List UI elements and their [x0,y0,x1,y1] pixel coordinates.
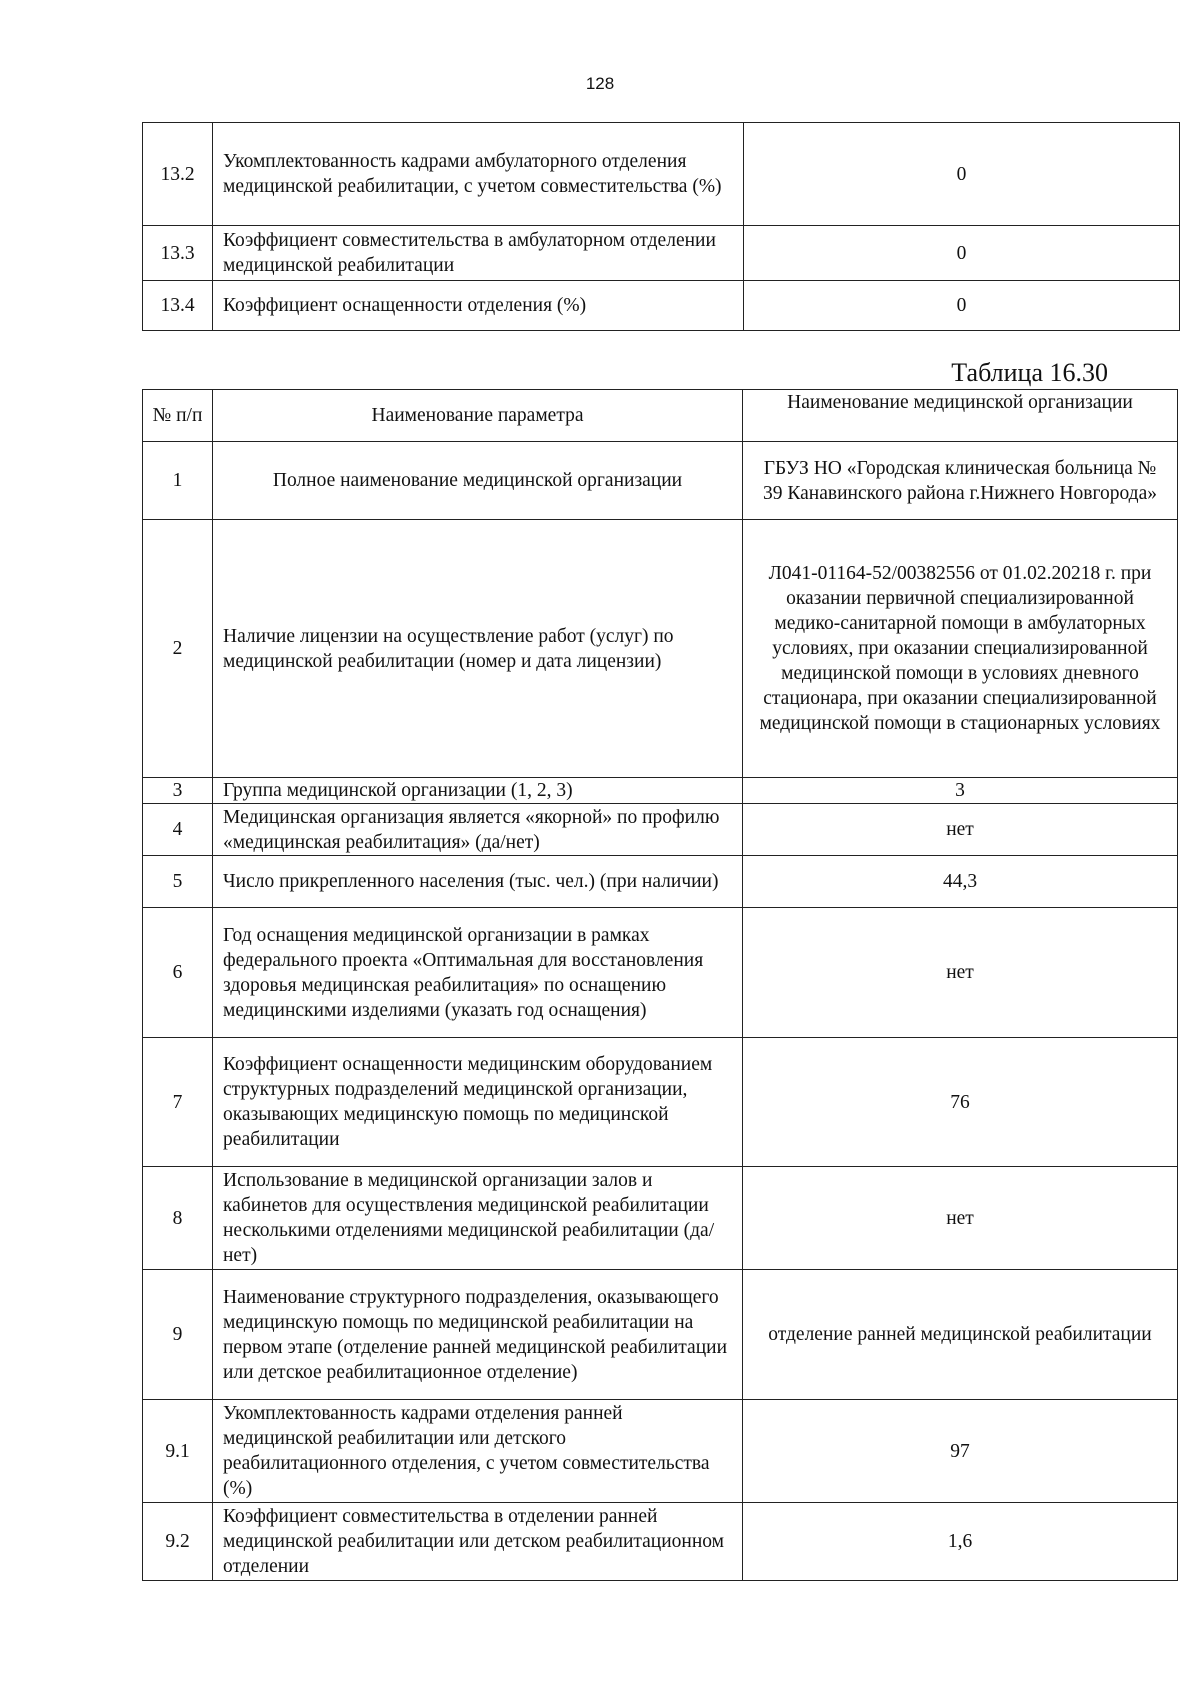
parameter-value: 3 [743,778,1178,804]
row-number: 4 [143,804,213,856]
parameter-name: Наименование структурного подразделения, оказывающего медицинскую помощь по медицинской реабилитации на первом этапе (отделение ранней медицинской реабилитации или детское реабилитационное отделение) [213,1270,743,1400]
continued-table [142,122,1180,331]
parameter-name: Коэффициент совместительства в отделении ранней медицинской реабилитации или детском реабилитационном отделении [213,1503,743,1581]
header-number: № п/п [143,390,213,442]
header-parameter: Наименование параметра [213,390,743,442]
parameter-value: 0 [744,123,1180,226]
row-number: 13.3 [143,226,213,281]
table-caption: Таблица 16.30 [951,358,1108,387]
parameter-value: нет [743,1167,1178,1270]
parameter-value: 0 [744,226,1180,281]
table-header-row [143,390,1178,442]
parameter-value: отделение ранней медицинской реабилитации [743,1270,1178,1400]
page-number: 128 [585,74,615,93]
table-row [143,442,1178,520]
table-row [143,123,1180,226]
row-number: 2 [143,520,213,778]
parameter-value: 76 [743,1038,1178,1167]
row-number: 9.1 [143,1400,213,1503]
table-row [143,520,1178,778]
parameter-value: Л041-01164-52/00382556 от 01.02.20218 г. при оказании первичной специализированной медико-санитарной помощи в амбулаторных условиях, при оказании специализированной медицинской помощи в условиях дневного стационара, при оказании специализированной медицинской помощи в стационарных условиях [743,520,1178,778]
parameter-name: Наличие лицензии на осуществление работ (услуг) по медицинской реабилитации (номер и дата лицензии) [213,520,743,778]
parameter-name: Группа медицинской организации (1, 2, 3) [213,778,743,804]
parameter-value: 97 [743,1400,1178,1503]
row-number: 8 [143,1167,213,1270]
parameter-name: Год оснащения медицинской организации в рамках федерального проекта «Оптимальная для восстановления здоровья медицинская реабилитация» по оснащению медицинскими изделиями (указать год оснащения) [213,908,743,1038]
parameter-name: Коэффициент совместительства в амбулаторном отделении медицинской реабилитации [213,226,744,281]
table-row [143,804,1178,856]
parameter-value: нет [743,804,1178,856]
row-number: 6 [143,908,213,1038]
header-organization: Наименование медицинской организации [743,390,1178,442]
parameter-name: Медицинская организация является «якорной» по профилю «медицинская реабилитация» (да/нет) [213,804,743,856]
parameter-name: Полное наименование медицинской организации [213,442,743,520]
row-number: 9.2 [143,1503,213,1581]
row-number: 5 [143,856,213,908]
parameter-name: Укомплектованность кадрами отделения ранней медицинской реабилитации или детского реабилитационного отделения, с учетом совместительства (%) [213,1400,743,1503]
table-row [143,778,1178,804]
parameter-value: 1,6 [743,1503,1178,1581]
parameter-name: Число прикрепленного населения (тыс. чел.) (при наличии) [213,856,743,908]
row-number: 1 [143,442,213,520]
table-row [143,1167,1178,1270]
parameter-name: Коэффициент оснащенности отделения (%) [213,281,744,331]
table-row [143,908,1178,1038]
row-number: 13.2 [143,123,213,226]
table-row [143,1503,1178,1581]
parameter-name: Коэффициент оснащенности медицинским оборудованием структурных подразделений медицинской организации, оказывающих медицинскую помощь по медицинской реабилитации [213,1038,743,1167]
parameter-value: нет [743,908,1178,1038]
row-number: 13.4 [143,281,213,331]
row-number: 3 [143,778,213,804]
table-row [143,856,1178,908]
table-row [143,1038,1178,1167]
row-number: 7 [143,1038,213,1167]
parameter-value: 44,3 [743,856,1178,908]
parameter-value: ГБУЗ НО «Городская клиническая больница № 39 Канавинского района г.Нижнего Новгорода» [743,442,1178,520]
row-number: 9 [143,1270,213,1400]
parameter-name: Использование в медицинской организации залов и кабинетов для осуществления медицинской реабилитации несколькими отделениями медицинской реабилитации (да/нет) [213,1167,743,1270]
table-row [143,281,1180,331]
table-row [143,226,1180,281]
organization-table [142,389,1178,1581]
table-row [143,1270,1178,1400]
parameter-value: 0 [744,281,1180,331]
table-row [143,1400,1178,1503]
parameter-name: Укомплектованность кадрами амбулаторного отделения медицинской реабилитации, с учетом совместительства (%) [213,123,744,226]
